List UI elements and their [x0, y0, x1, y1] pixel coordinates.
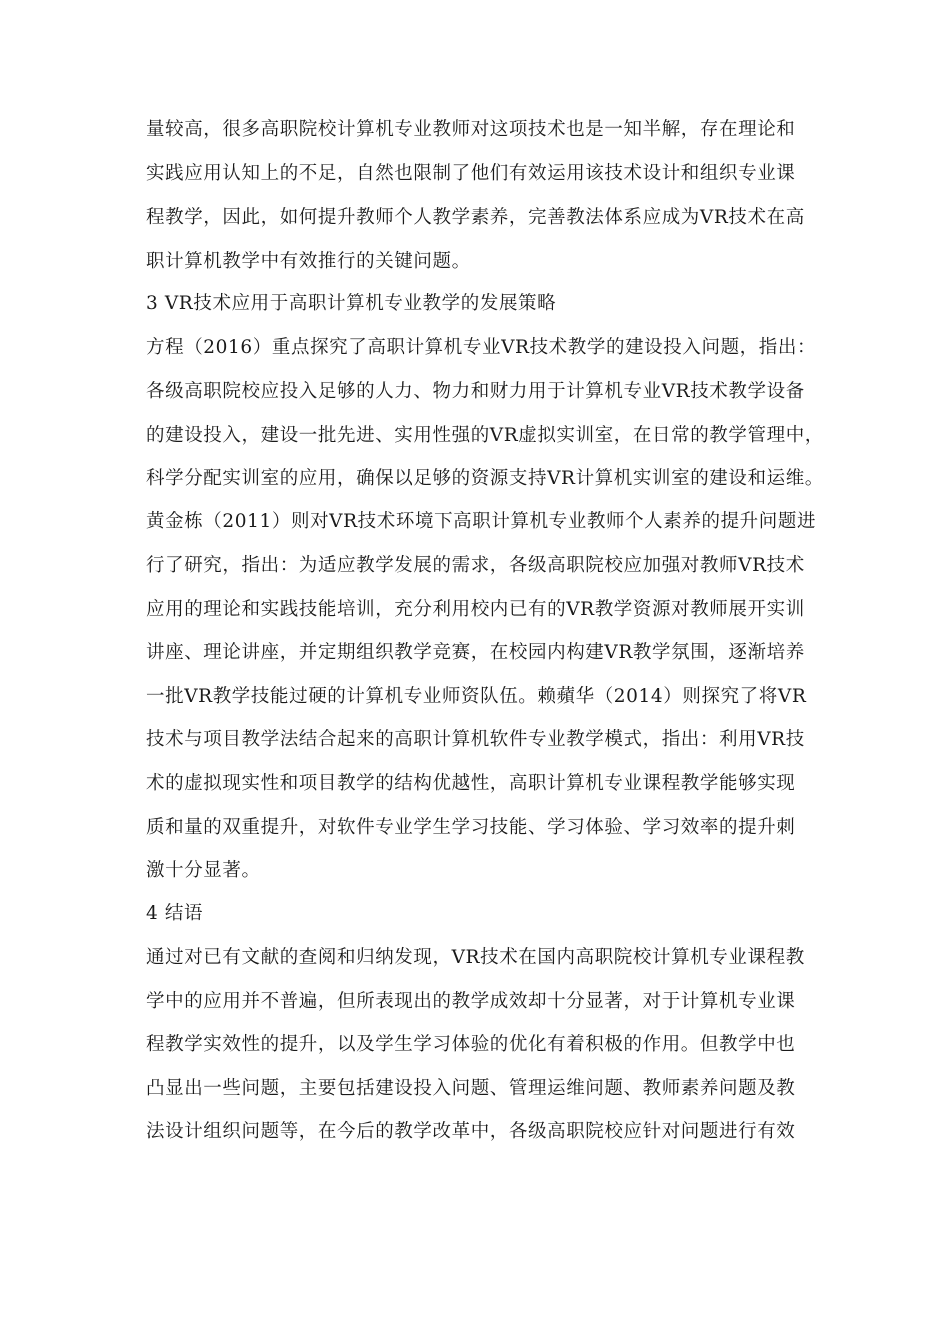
text-line: 学中的应用并不普遍，但所表现出的教学成效却十分显著，对于计算机专业课 — [146, 991, 796, 1012]
text-line: 各级高职院校应投入足够的人力、物力和财力用于计算机专业VR技术教学设备 — [146, 381, 805, 402]
text-line: 方程（2016）重点探究了高职计算机专业VR技术教学的建设投入问题，指出： — [146, 337, 817, 358]
text-line: 黄金栋（2011）则对VR技术环境下高职计算机专业教师个人素养的提升问题进 — [146, 511, 817, 532]
text-line: 讲座、理论讲座，并定期组织教学竞赛，在校园内构建VR教学氛围，逐渐培养 — [146, 642, 805, 663]
text-line: 职计算机教学中有效推行的关键问题。 — [146, 251, 471, 272]
text-line: 法设计组织问题等，在今后的教学改革中，各级高职院校应针对问题进行有效 — [146, 1121, 796, 1142]
text-line: 的建设投入，建设一批先进、实用性强的VR虚拟实训室，在日常的教学管理中， — [146, 425, 824, 446]
text-line: 激十分显著。 — [146, 860, 261, 881]
text-line: 科学分配实训室的应用，确保以足够的资源支持VR计算机实训室的建设和运维。 — [146, 468, 824, 489]
text-line: 程教学实效性的提升，以及学生学习体验的优化有着积极的作用。但教学中也 — [146, 1034, 796, 1055]
text-line: 质和量的双重提升，对软件专业学生学习技能、学习体验、学习效率的提升刺 — [146, 817, 796, 838]
text-line: 行了研究，指出：为适应教学发展的需求，各级高职院校应加强对教师VR技术 — [146, 555, 805, 576]
section-heading: 4 结语 — [146, 903, 204, 924]
text-line: 实践应用认知上的不足，自然也限制了他们有效运用该技术设计和组织专业课 — [146, 163, 796, 184]
section-heading: 3 VR技术应用于高职计算机专业教学的发展策略 — [146, 293, 557, 314]
text-line: 技术与项目教学法结合起来的高职计算机软件专业教学模式，指出：利用VR技 — [146, 729, 805, 750]
text-line: 术的虚拟现实性和项目教学的结构优越性，高职计算机专业课程教学能够实现 — [146, 773, 796, 794]
text-line: 一批VR教学技能过硬的计算机专业师资队伍。赖蘋华（2014）则探究了将VR — [146, 686, 807, 707]
text-line: 程教学，因此，如何提升教师个人教学素养，完善教法体系应成为VR技术在高 — [146, 207, 805, 228]
text-line: 凸显出一些问题，主要包括建设投入问题、管理运维问题、教师素养问题及教 — [146, 1078, 796, 1099]
text-line: 量较高，很多高职院校计算机专业教师对这项技术也是一知半解，存在理论和 — [146, 119, 796, 140]
text-line: 通过对已有文献的查阅和归纳发现，VR技术在国内高职院校计算机专业课程教 — [146, 947, 805, 968]
text-line: 应用的理论和实践技能培训，充分利用校内已有的VR教学资源对教师展开实训 — [146, 599, 805, 620]
